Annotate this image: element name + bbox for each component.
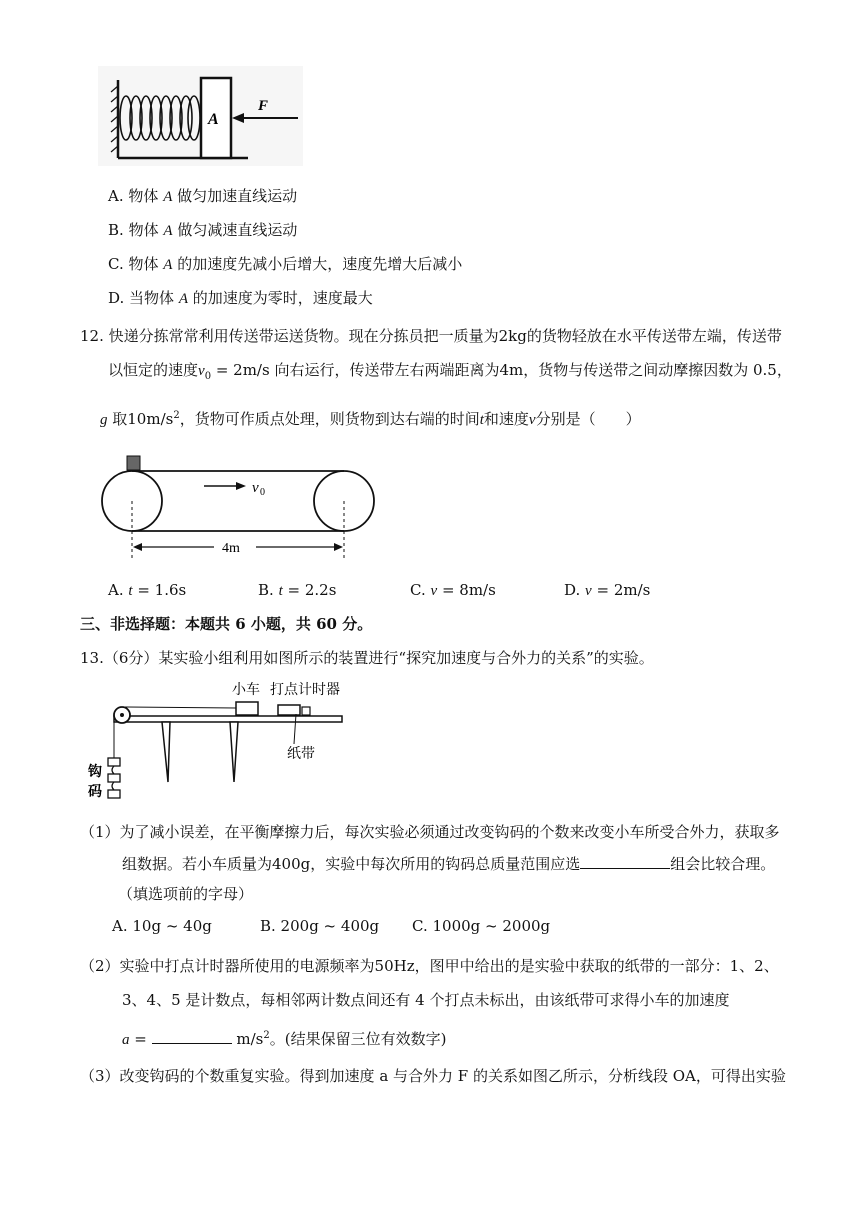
block-label: A [208, 111, 219, 128]
q12-option-d: D. v = 2m/s [564, 581, 651, 599]
q13-part3-line-1: （3）改变钩码的个数重复实验。得到加速度 a 与合外力 F 的关系如图乙所示，分析线段 OA，可得出实验 [80, 1067, 786, 1085]
q11-option-b: B. 物体 A 做匀减速直线运动 [108, 221, 298, 239]
force-label: F [258, 98, 269, 114]
q11-option-a: A. 物体 A 做匀加速直线运动 [108, 187, 298, 205]
spring-block-figure [98, 66, 303, 166]
q13-intro: 13.（6分）某实验小组利用如图所示的装置进行“探究加速度与合外力的关系”的实验。 [80, 649, 654, 667]
q12-line-2: 以恒定的速度$v_0 = 2m/s$ 向右运行，传送带左右两端距离为4m，货物与传送带之间动摩擦因数为 0.5， [108, 361, 792, 382]
q11-option-c: C. 物体 A 的加速度先减小后增大，速度先增大后减小 [108, 255, 463, 273]
q13-part1-option-a: A. 10g ~ 40g [112, 917, 212, 935]
velocity-subscript: 0 [260, 487, 265, 498]
q11-option-d: D. 当物体 A 的加速度为零时，速度最大 [108, 289, 373, 307]
cart-apparatus-figure [82, 678, 362, 804]
distance-label: 4m [222, 541, 240, 556]
velocity-label: v [252, 480, 259, 496]
weight-label-1: 钩 [88, 765, 102, 780]
q13-part2-line-1: （2）实验中打点计时器所使用的电源频率为50Hz，图甲中给出的是实验中获取的纸带的一部分：1、2、 [80, 957, 779, 975]
q13-part2-line-3: $a = m/s^2$。(结果保留三位有效数字) [122, 1030, 447, 1048]
q13-part1-line-2: 组数据。若小车质量为400g，实验中每次所用的钩码总质量范围应选 组会比较合理。 [122, 855, 776, 873]
q12-option-b: B. t = 2.2s [258, 581, 337, 599]
q13-part1-line-3: （填选项前的字母） [118, 885, 254, 903]
timer-label: 打点计时器 [270, 683, 340, 698]
q13-part1-option-c: C. 1000g ~ 2000g [412, 917, 551, 935]
q12-option-c: C. v = 8m/s [410, 581, 496, 599]
answer-blank-2[interactable] [152, 1029, 232, 1044]
section-heading: 三、非选择题：本题共 6 小题，共 60 分。 [80, 615, 373, 633]
q12-line-3: g 取$10m/s^2$，货物可作质点处理，则货物到达右端的时间t和速度v分别是（ ） [100, 410, 641, 428]
answer-blank-1[interactable] [580, 854, 670, 869]
car-label: 小车 [232, 683, 260, 698]
conveyor-belt-figure [96, 450, 386, 568]
weight-label-2: 码 [88, 785, 102, 800]
q13-part1-line-1: （1）为了减小误差，在平衡摩擦力后，每次实验必须通过改变钩码的个数来改变小车所受合外力，获取多 [80, 823, 780, 841]
q12-line-1: 12. 快递分拣常常利用传送带运送货物。现在分拣员把一质量为2kg的货物轻放在水平传送带左端，传送带 [80, 327, 782, 345]
q13-part1-option-b: B. 200g ~ 400g [260, 917, 380, 935]
q12-option-a: A. t = 1.6s [108, 581, 187, 599]
q13-part2-line-2: 3、4、5 是计数点，每相邻两计数点间还有 4 个打点未标出，由该纸带可求得小车的加速度 [122, 991, 730, 1009]
tape-label: 纸带 [287, 747, 315, 762]
